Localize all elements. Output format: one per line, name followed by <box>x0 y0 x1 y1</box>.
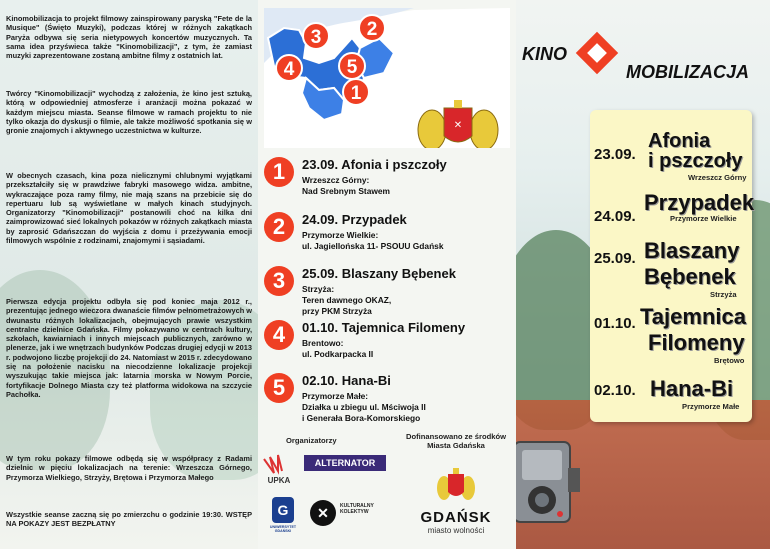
schedule-district: Brętowo <box>714 356 745 365</box>
brand-kino: KINO <box>522 44 567 64</box>
svg-text:1: 1 <box>350 83 362 104</box>
schedule-title: Przypadek <box>644 190 755 215</box>
intro-paragraph: Kinomobilizacja to projekt filmowy zainspirowany paryską "Fete de la Musique" (Święto Muzyki), podczas której w różnych zakątkach Paryża odbywa się seria nietypowych koncertów muzycznych. Ta sama idea przyświeca także "Kinomobilizacji", z tym, że zamiast muzyki zaprezentowane zostaną ambitne filmy z ostatnich lat. <box>6 14 252 61</box>
map-marker-4 <box>276 55 302 81</box>
organizers-label: Organizatorzy <box>286 436 337 445</box>
event-location: Przymorze Wielkie: ul. Jagiellońska 11- PSOUU Gdańsk <box>302 230 444 251</box>
projector-icon <box>516 428 586 538</box>
schedule-date: 02.10. <box>594 382 636 399</box>
event-location: Brentowo: ul. Podkarpacka II <box>302 338 374 359</box>
schedule-district: Wrzeszcz Górny <box>688 173 747 182</box>
schedule-title-2: Filomeny <box>648 330 745 355</box>
alternator-logo: ALTERNATOR <box>304 455 386 471</box>
event-title: 25.09. Blaszany Bębenek <box>302 266 456 281</box>
schedule-title-2: i pszczoły <box>648 150 743 172</box>
svg-text:✕: ✕ <box>453 120 463 131</box>
map-marker-3 <box>303 23 329 49</box>
gdansk-crest-icon <box>436 466 476 504</box>
svg-text:3: 3 <box>310 27 322 48</box>
svg-text:2: 2 <box>366 19 378 40</box>
district-map <box>264 8 510 148</box>
creators-paragraph: Twórcy "Kinomobilizacji" wychodzą z założenia, że kino jest sztuką, którą w odpowiedniej atmosferze i aranżacji można pokazać w każdym miejscu miasta. Seanse filmowe w ramach projektu to nie tylko okazja do dyskusji o filmie, ale także możliwość spotkania się w gronie znajomych i aktywnego uczestnictwa w kulturze. <box>6 89 252 136</box>
schedule-title: Blaszany <box>644 238 740 263</box>
schedule-title: Tajemnica <box>640 304 746 329</box>
schedule-district: Strzyża <box>710 290 737 299</box>
gdansk-logo: GDAŃSK miasto wolności <box>412 466 500 546</box>
this-year-paragraph: W tym roku pokazy filmowe odbędą się w współpracy z Radami dzielnic w pięciu lokalizacjach na terenie: Wrzeszcza Górnego, Przymorza Wielkiego, Strzyży, Brętowa i Przymorza Małego <box>6 454 252 482</box>
middle-panel <box>258 0 516 549</box>
film-icon <box>574 30 622 78</box>
schedule-district: Przymorze Małe <box>682 402 740 411</box>
schedule-date: 24.09. <box>594 208 636 225</box>
svg-text:4: 4 <box>283 59 295 80</box>
event-title: 02.10. Hana-Bi <box>302 373 391 388</box>
cinema-paragraph: W obecnych czasach, kina poza nielicznymi chlubnymi wyjątkami przekształciły się w prawdziwe fabryki masowego widza. ambitne, wykraczające poza ramy filmy, nie mają szans na przebicie się do repertuaru lub są wyświetlane w małych kinach studyjnych. Organizatorzy "Kinomobilizacji" postanowili choć na kilka dni zaimprowizować sieć lokalnych pokazów w różnych zakątkach miasta by zaprosić Gdańszczan do wyjścia z domu i przeżywania emocji filmowych wspólnie z rodzinami, znajomymi i sąsiadami. <box>6 171 252 246</box>
map-marker-1 <box>343 79 369 105</box>
schedule-title: Afonia <box>648 130 711 152</box>
event-title: 01.10. Tajemnica Filomeny <box>302 320 466 335</box>
schedule-title-2: Bębenek <box>644 264 736 289</box>
event-number-badge: 4 <box>264 320 294 350</box>
schedule-date: 23.09. <box>594 146 636 163</box>
schedule-title: Hana-Bi <box>650 376 734 401</box>
brand-mobilizacja: MOBILIZACJA <box>626 62 749 82</box>
kolektyw-text: KULTURALNY KOLEKTYW <box>340 503 374 515</box>
event-number-badge: 2 <box>264 212 294 242</box>
funding-label: Dofinansowano ze środków Miasta Gdańska <box>406 432 506 450</box>
event-number-badge: 3 <box>264 266 294 296</box>
kolektyw-logo: ✕ <box>310 500 336 526</box>
university-logo: G UNIWERSYTET GDAŃSKI <box>264 497 302 545</box>
schedule-date: 01.10. <box>594 315 636 332</box>
map-marker-2 <box>359 15 385 41</box>
schedule-date: 25.09. <box>594 250 636 267</box>
event-location: Strzyża: Teren dawnego OKAZ, przy PKM Strzyża <box>302 284 392 316</box>
left-panel <box>0 0 258 549</box>
event-number-badge: 1 <box>264 157 294 187</box>
schedule-district: Przymorze Wielkie <box>670 214 737 223</box>
map-marker-5 <box>339 53 365 79</box>
svg-text:UPKA: UPKA <box>267 476 291 485</box>
event-location: Wrzeszcz Górny: Nad Srebnym Stawem <box>302 175 390 196</box>
event-location: Przymorze Małe: Działka u zbiegu ul. Mściwoja II i Generała Bora-Komorskiego <box>302 391 426 423</box>
upka-logo <box>260 453 298 485</box>
history-paragraph: Pierwsza edycja projektu odbyła się pod koniec maja 2012 r., prezentując jednego wieczora dwanaście filmów pełnometrażowych w dwunastu różnych lokalizacjach, obejmujących prawie wszystkim centralne dzielnice Gdańska. Filmy pokazywano w centrach kultury, szkołach, kawiarniach i innych miejscach publicznych, zarówno w plenerze, jak i we wnętrzach budynków Podczas drugiej edycji w 2013 r. podwojono liczbę projekcji do 24. Natomiast w 2015 r. zdecydowano się na położenie nacisku na niecodzienne lokalizacje projekcji wyszukując takie miejsca jak: latarnia morska w Nowym Porcie, fortyfikacje Dolnego Miasta czy też platforma widokowa na szczycie Pachołka. <box>6 297 253 399</box>
entry-paragraph: Wszystkie seanse zaczną się po zmierzchu o godzinie 19:30. WSTĘP NA POKAZY JEST BEZPŁATNY <box>6 510 252 529</box>
event-title: 23.09. Afonia i pszczoły <box>302 157 447 172</box>
schedule-scroll <box>590 110 755 422</box>
right-panel <box>516 0 770 549</box>
svg-text:5: 5 <box>346 57 358 78</box>
event-title: 24.09. Przypadek <box>302 212 407 227</box>
event-number-badge: 5 <box>264 373 294 403</box>
